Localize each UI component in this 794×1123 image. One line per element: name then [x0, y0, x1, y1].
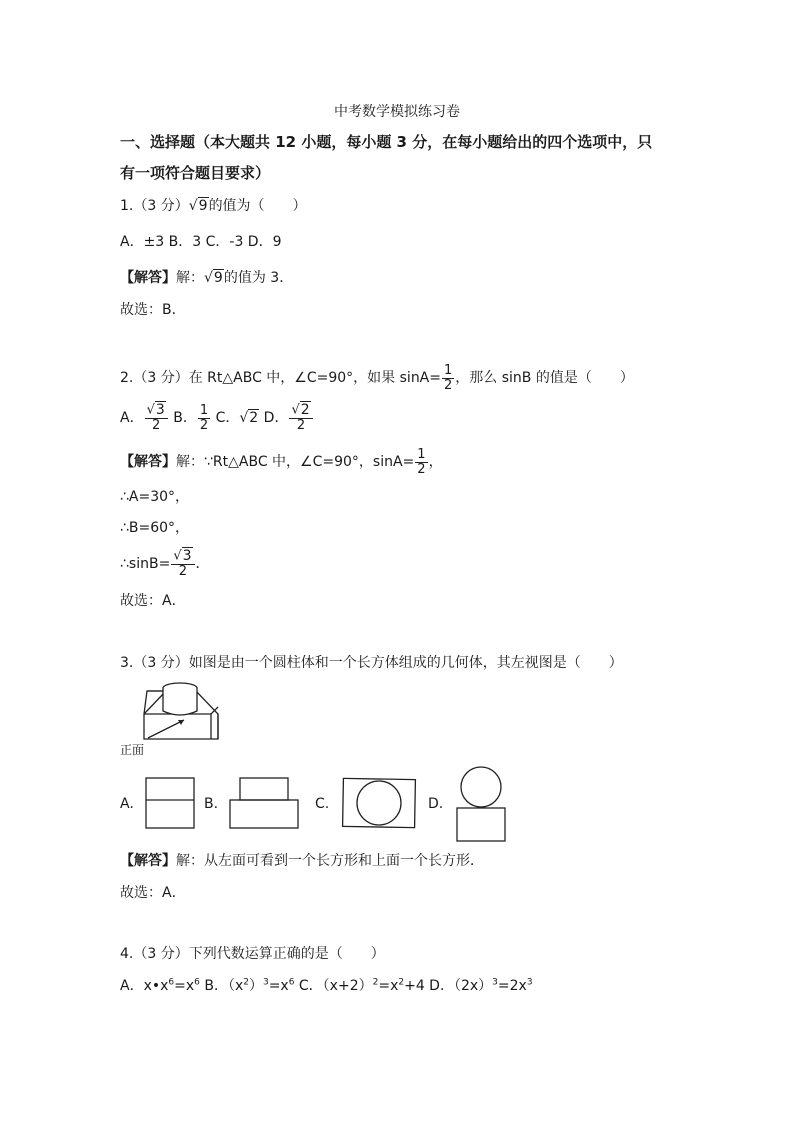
q2-optD-den: 2 [296, 417, 306, 433]
q4-optC-exp1: 2 [372, 977, 379, 988]
q4-optA-exp2: 6 [194, 977, 200, 988]
q2-step3-frac: $\frac{√3}{2}$ [171, 549, 194, 579]
q4-optB-exp2: 3 [262, 977, 269, 988]
question-3: 3.（3 分）如图是由一个圆柱体和一个长方体组成的几何体，其左视图是（ ） [120, 655, 623, 671]
q3-optD-figure [453, 766, 509, 844]
q1-radicand: 9 [198, 198, 208, 214]
q2-suffix: ，那么 sinB 的值是（ ） [455, 370, 634, 386]
q4-optB-b: ） [248, 978, 263, 994]
q2-step2: ∴B=60°， [120, 520, 190, 536]
q2-optA-rad: 3 [155, 402, 165, 419]
q1-choice: 故选：B． [120, 302, 186, 318]
question-4: 4.（3 分）下列代数运算正确的是（ ） [120, 946, 385, 962]
q4-optD-b: =2x [497, 978, 527, 994]
q4-options [120, 976, 533, 996]
q4-optD-exp1: 3 [492, 977, 498, 988]
q1-answer [120, 268, 293, 288]
cylinder-body [163, 688, 197, 715]
q2-step3-suffix: ． [195, 556, 210, 572]
q2-optD-frac: $\frac{√2}{2}$ [289, 403, 312, 433]
q2-optA-label: A． [120, 410, 144, 426]
section-heading-line2: 有一项符合题目要求） [120, 164, 271, 182]
q2-step1: ∴A=30°， [120, 489, 190, 505]
q3-optA-label: A. [120, 796, 134, 812]
q2-fraction [442, 364, 454, 393]
q2-optC-rad: 2 [249, 410, 259, 426]
q4-optD-a: D．（2x） [424, 978, 493, 994]
front-label: 正面 [120, 743, 145, 757]
q2-prefix: 2.（3 分）在 Rt△ABC 中，∠C=90°，如果 sinA= [120, 370, 441, 386]
answer-tag: 【解答】 [120, 270, 176, 286]
q4-optC-a: C．（x+2） [294, 978, 373, 994]
q4-optB-c: =x [268, 978, 289, 994]
q3-optC-label: C. [315, 796, 330, 812]
answer-tag: 【解答】 [120, 853, 176, 869]
q2-optB-num: 1 [199, 402, 209, 418]
q1-options: A．±3 B．3 C．-3 D．9 [120, 234, 282, 250]
q4-optA-b: =x [174, 978, 195, 994]
q2-step3 [120, 548, 210, 580]
page-title: 中考数学模拟练习卷 [334, 104, 460, 120]
q4-optC-c: +4 [404, 978, 425, 994]
q3-optD-label: D. [428, 796, 444, 812]
q1-answer-prefix: 解： [176, 270, 204, 286]
q2-optC-label: C． [211, 410, 240, 426]
q2-optB-frac [198, 404, 210, 433]
q2-optA-frac: $\frac{√3}{2}$ [145, 403, 168, 433]
q2-answer-frac [415, 448, 427, 477]
q1-suffix: 的值为（ ） [208, 198, 307, 214]
q2-num: 1 [444, 362, 453, 378]
q2-answer-num: 1 [417, 446, 426, 462]
answer-tag: 【解答】 [120, 454, 176, 470]
q4-optB-exp1: 2 [243, 977, 249, 988]
sqrt-9: √9 [188, 198, 208, 214]
q2-optB-label: B． [168, 410, 197, 426]
q2-optA-den: 2 [152, 417, 161, 433]
sqrt-9-answer: √9 [204, 270, 223, 286]
q2-answer-prefix: 解：∵Rt△ABC 中，∠C=90°，sinA= [176, 454, 415, 470]
q2-optD-label: D． [259, 410, 289, 426]
q2-step3-den: 2 [178, 563, 188, 579]
question-2 [120, 363, 634, 393]
q4-optD-exp2: 3 [526, 977, 533, 988]
q2-options [120, 402, 314, 434]
q3-optB-label: B. [204, 796, 219, 812]
q3-optA-figure [144, 776, 196, 830]
q3-choice: 故选：A． [120, 885, 186, 901]
q4-optC-exp2: 2 [398, 977, 405, 988]
q2-den: 2 [444, 377, 453, 393]
q2-answer-suffix: ， [428, 454, 443, 470]
q2-optB-den: 2 [199, 417, 209, 433]
q1-prefix: 1.（3 分） [120, 198, 189, 214]
q2-answer-den: 2 [417, 461, 426, 477]
q4-optA-exp1: 6 [168, 977, 175, 988]
q2-step3-rad: 3 [182, 548, 192, 565]
question-1 [120, 196, 307, 216]
section-heading-line1: 一、选择题（本大题共 12 小题，每小题 3 分，在每小题给出的四个选项中，只 [120, 133, 653, 151]
q3-answer [120, 851, 484, 871]
q1-answer-suffix: 的值为 3． [223, 270, 294, 286]
q2-answer [120, 447, 443, 477]
q1-answer-radicand: 9 [213, 270, 223, 286]
q4-optC-b: =x [378, 978, 399, 994]
q2-choice: 故选：A． [120, 593, 186, 609]
q2-step3-prefix: ∴sinB= [120, 556, 171, 572]
q4-optA-a: A．x•x [120, 978, 169, 994]
q3-optB-figure [228, 776, 302, 830]
q2-optC-sqrt: √2 [239, 410, 259, 426]
q3-answer-text: 解：从左面可看到一个长方形和上面一个长方形． [176, 853, 484, 869]
q4-optB-a: B．（x [199, 978, 244, 994]
q3-optC-figure [340, 776, 418, 830]
q2-optD-rad: 2 [300, 402, 310, 419]
q4-optB-exp3: 6 [288, 977, 295, 988]
